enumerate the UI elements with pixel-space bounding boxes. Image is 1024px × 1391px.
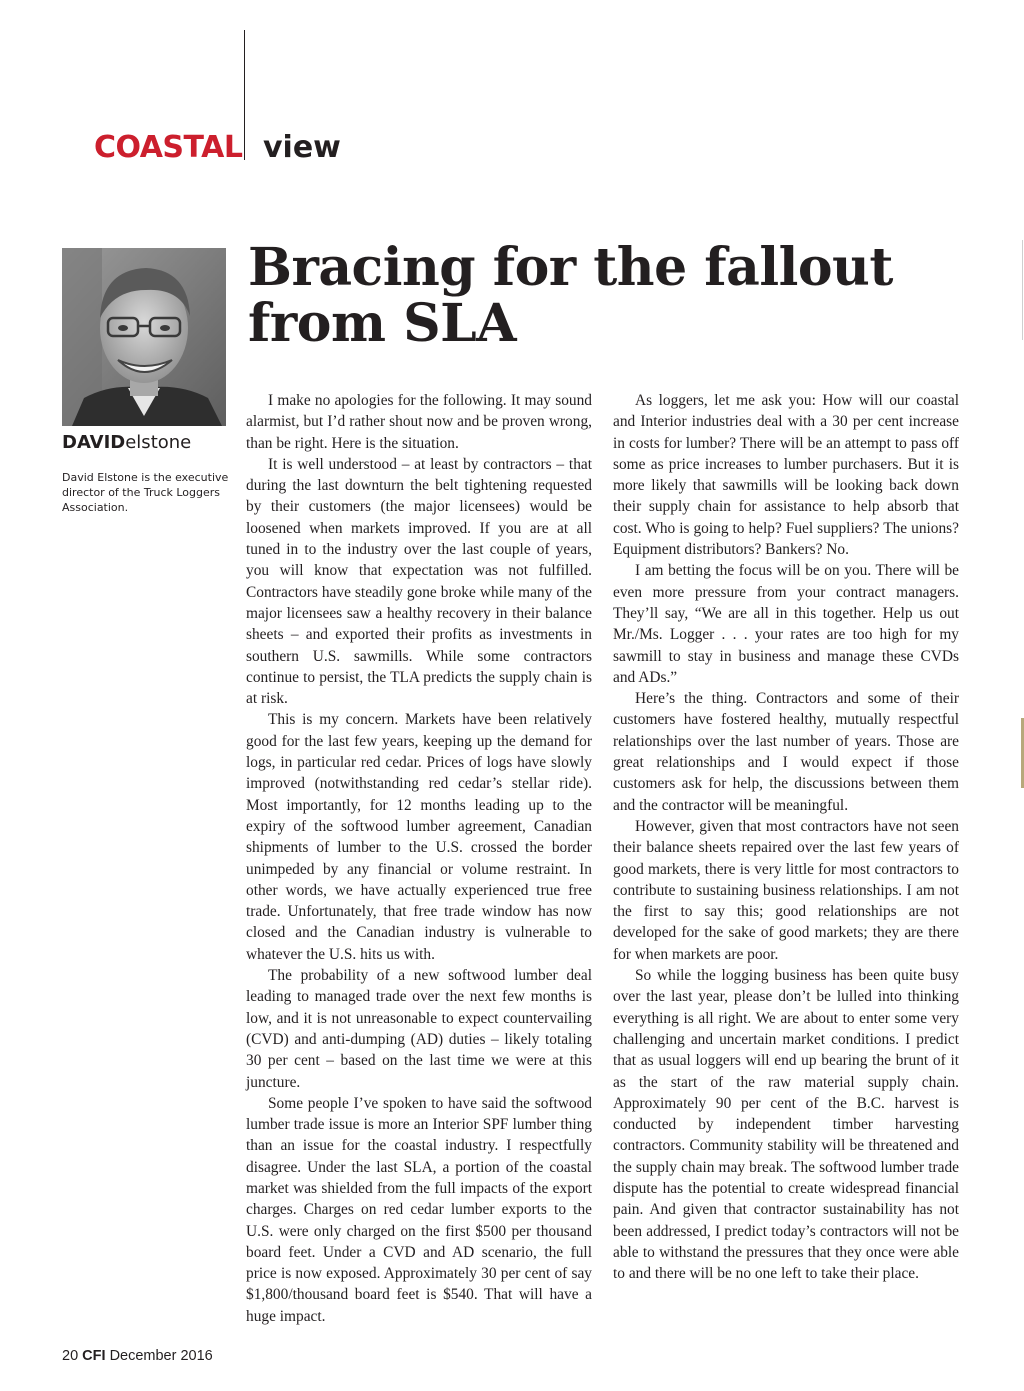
article-column-2 — [613, 390, 959, 1284]
article-paragraph: I am betting the focus will be on you. There will be even more pressure from your contract managers. They’ll say, “We are all in this together. Help us out Mr./Ms. Logger . . . your rates are too high for my sawmill to stay in business and manage these CVDs and ADs.” — [613, 562, 959, 686]
article-column-1 — [246, 390, 592, 1327]
article-paragraph: This is my concern. Markets have been relatively good for the last few years, keeping up the demand for logs, in particular red cedar. Prices of logs have slowly improved (notwithstanding red cedar’s stellar ride). Most importantly, for 12 months leading up to the expiry of the softwood lumber agreement, Canadian shipments of lumber to the U.S. crossed the border unimpeded by any financial or volume restraint. In other words, we have actually experienced true free trade. Unfortunately, that free trade window has now closed and the Canadian industry is vulnerable to whatever the U.S. hits us with. — [246, 711, 592, 963]
author-name — [62, 431, 191, 455]
section-name-view: view — [263, 130, 341, 165]
section-name-coastal: COASTAL — [94, 130, 243, 165]
page-edge-line — [1022, 240, 1023, 340]
article-paragraph: As loggers, let me ask you: How will our coastal and Interior industries deal with a 30 per cent increase in costs for lumber? There will be an attempt to pass off some as price increases to lumber purchasers. But it is more likely that sawmills will be looking back down their supply chain for assistance to help absorb that cost. Who is going to help? Fuel suppliers? The unions? Equipment distributors? Bankers? No. — [613, 392, 959, 559]
author-portrait-image — [62, 248, 226, 426]
article-paragraph: The probability of a new softwood lumber deal leading to managed trade over the next few months is low, and it is not unreasonable to expect countervailing (CVD) and anti-dumping (AD) duties – likely totaling 30 per cent – based on the last time we were at this juncture. — [246, 967, 592, 1091]
article-paragraph: However, given that most contractors have not seen their balance sheets repaired over the last few years of good markets, there is very little for most contractors to contribute to sustaining business relationships. I am not the first to say this; good relationships are not developed for the sake of good markets; they are there for when markets are poor. — [613, 817, 959, 963]
article-paragraph: So while the logging business has been quite busy over the last year, please don’t be lulled into thinking everything is all right. We are about to enter some very challenging and uncertain market conditions. I predict that as usual loggers will end up bearing the brunt of it as the start of the raw material supply chain. Approximately 90 per cent of the B.C. harvest is conducted by independent timber harvesting contractors. Community stability will be threatened and the supply chain may break. The softwood lumber trade dispute has the potential to create widespread financial pain. And given that contractor sustainability has not been addressed, I predict today’s contractors will not be able to withstand the pressures that they once were able to and there will be no one left to take their place. — [613, 967, 959, 1283]
author-last-name: elstone — [125, 432, 192, 453]
author-bio: David Elstone is the executive director of the Truck Loggers Association. — [62, 471, 229, 514]
article-paragraph: It is well understood – at least by contractors – that during the last downturn the belt tightening requested by their customers (the major licensees) would be loosened when markets improved. If you are at all tuned in to the industry over the last couple of years, you will know that expectation was not fulfilled. Contractors have steadily gone broke while many of the major licensees saw a healthy recovery in their balance sheets – and exported their profits as investments in southern U.S. sawmills. While some contractors continue to persist, the TLA predicts the supply chain is at risk. — [246, 455, 592, 708]
article-headline: Bracing for the fallout from SLA — [248, 237, 893, 354]
issue-date: December 2016 — [109, 1348, 213, 1364]
author-first-name: DAVID — [62, 432, 126, 453]
article-paragraph: I make no apologies for the following. It may sound alarmist, but I’d rather shout now and be proven wrong, than be right. Here is the situation. — [246, 392, 592, 452]
magazine-name: CFI — [82, 1348, 106, 1364]
page-number: 20 — [62, 1348, 79, 1364]
article-paragraph: Some people I’ve spoken to have said the softwood lumber trade issue is more an Interior SPF lumber thing than an issue for the coastal industry. I respectfully disagree. Under the last SLA, a portion of the coastal market was shielded from the full impacts of the export charges. Charges on red cedar lumber exports to the U.S. were only charged on the first $500 per thousand board feet. Under a CVD and AD scenario, the full price is now exposed. Approximately 30 per cent of say $1,800/thousand board feet is $540. That will have a huge impact. — [246, 1094, 592, 1325]
article-paragraph: Here’s the thing. Contractors and some of their customers have fostered healthy, mutually respectful relationships over the last number of years. Those are great relationships and I would expect if those customers ask for help, the discussions between them and the contractor will be meaningful. — [613, 690, 959, 814]
author-photo — [62, 248, 226, 426]
page-footer — [62, 1347, 213, 1365]
section-divider-line — [244, 30, 245, 160]
